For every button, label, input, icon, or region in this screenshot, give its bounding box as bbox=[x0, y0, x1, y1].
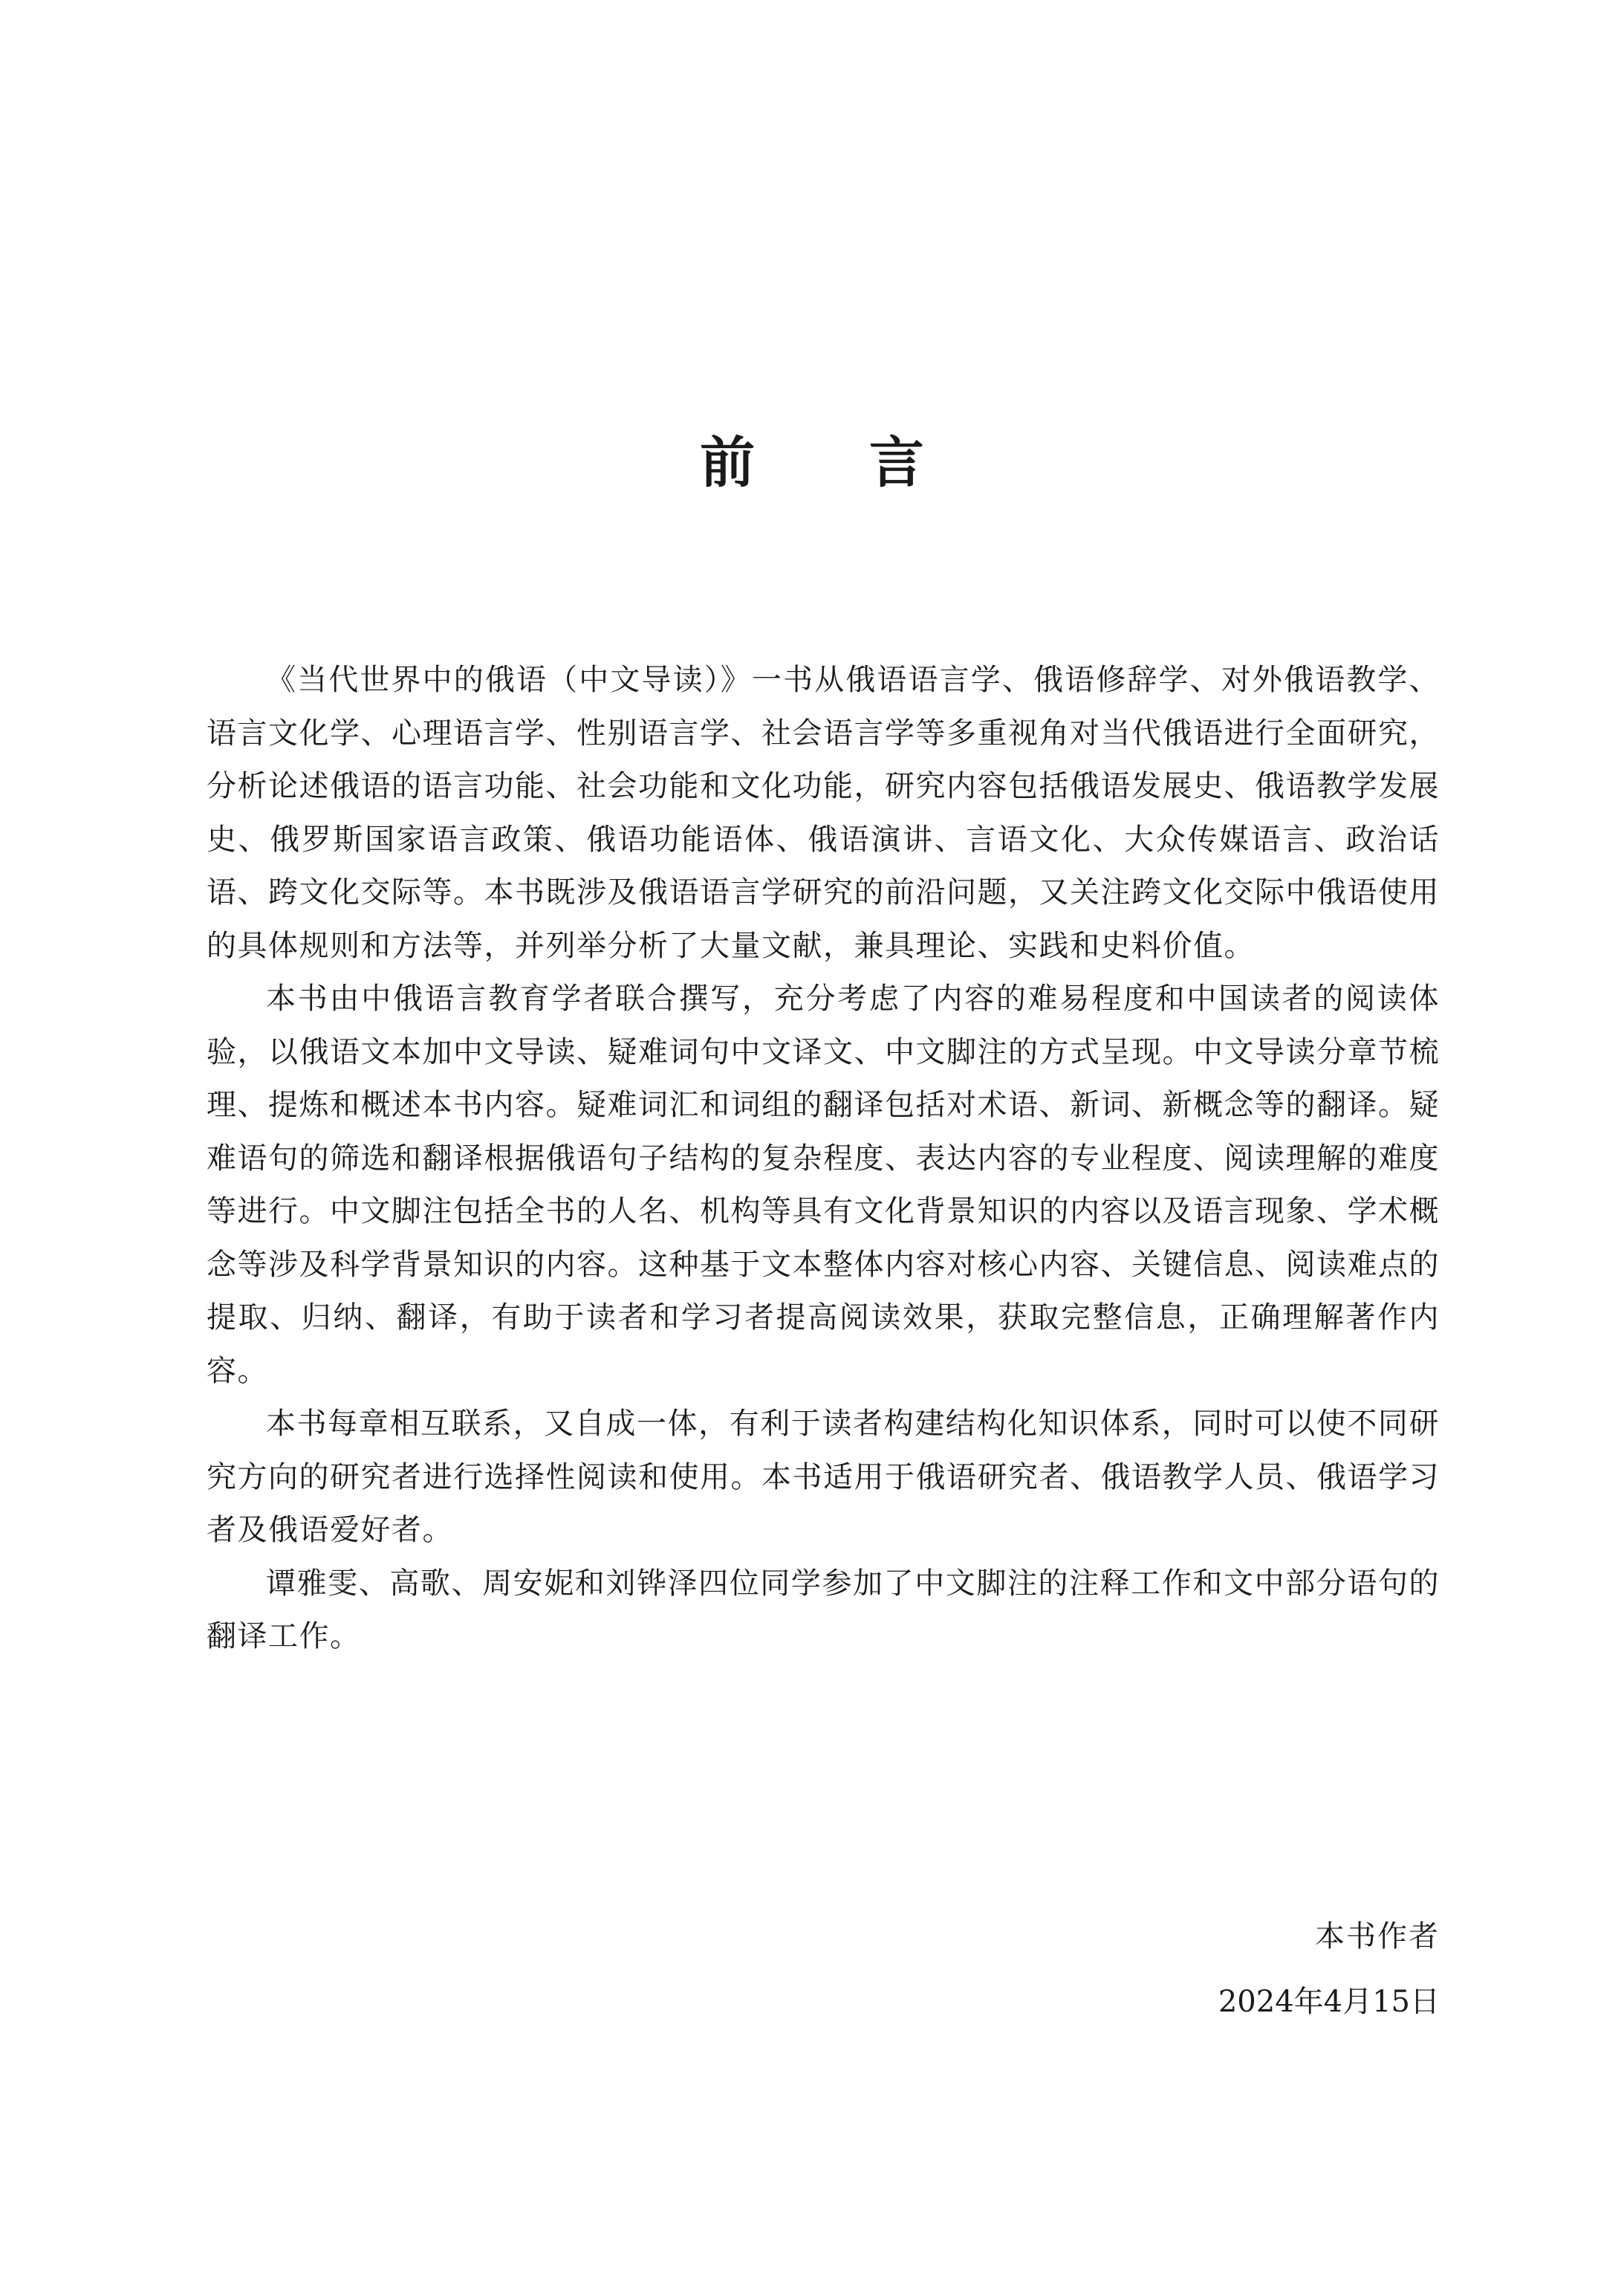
signature-block bbox=[1218, 1910, 1440, 2029]
paragraph-4: 谭雅雯、高歌、周安妮和刘铧泽四位同学参加了中文脚注的注释工作和文中部分语句的翻译工作。 bbox=[207, 1566, 1440, 1653]
body-text bbox=[207, 654, 1440, 1664]
paragraph-3: 本书每章相互联系，又自成一体，有利于读者构建结构化知识体系，同时可以使不同研究方向的研究者进行选择性阅读和使用。本书适用于俄语研究者、俄语教学人员、俄语学习者及俄语爱好者。 bbox=[207, 1407, 1440, 1547]
page-title: 前 言 bbox=[700, 431, 972, 495]
paragraph-2: 本书由中俄语言教育学者联合撰写，充分考虑了内容的难易程度和中国读者的阅读体验，以俄语文本加中文导读、疑难词句中文译文、中文脚注的方式呈现。中文导读分章节梳理、提炼和概述本书内容。疑难词汇和词组的翻译包括对术语、新词、新概念等的翻译。疑难语句的筛选和翻译根据俄语句子结构的复杂程度、表达内容的专业程度、阅读理解的难度等进行。中文脚注包括全书的人名、机构等具有文化背景知识的内容以及语言现象、学术概念等涉及科学背景知识的内容。这种基于文本整体内容对核心内容、关键信息、阅读难点的提取、归纳、翻译，有助于读者和学习者提高阅读效果，获取完整信息，正确理解著作内容。 bbox=[207, 982, 1440, 1388]
signature-author: 本书作者 bbox=[1315, 1919, 1440, 1954]
paragraph-1: 《当代世界中的俄语（中文导读）》一书从俄语语言学、俄语修辞学、对外俄语教学、语言文化学、心理语言学、性别语言学、社会语言学等多重视角对当代俄语进行全面研究，分析论述俄语的语言功能、社会功能和文化功能，研究内容包括俄语发展史、俄语教学发展史、俄罗斯国家语言政策、俄语功能语体、俄语演讲、言语文化、大众传媒语言、政治话语、跨文化交际等。本书既涉及俄语语言学研究的前沿问题，又关注跨文化交际中俄语使用的具体规则和方法等，并列举分析了大量文献，兼具理论、实践和史料价值。 bbox=[207, 663, 1440, 963]
signature-date: 2024年4月15日 bbox=[1218, 1985, 1440, 2019]
